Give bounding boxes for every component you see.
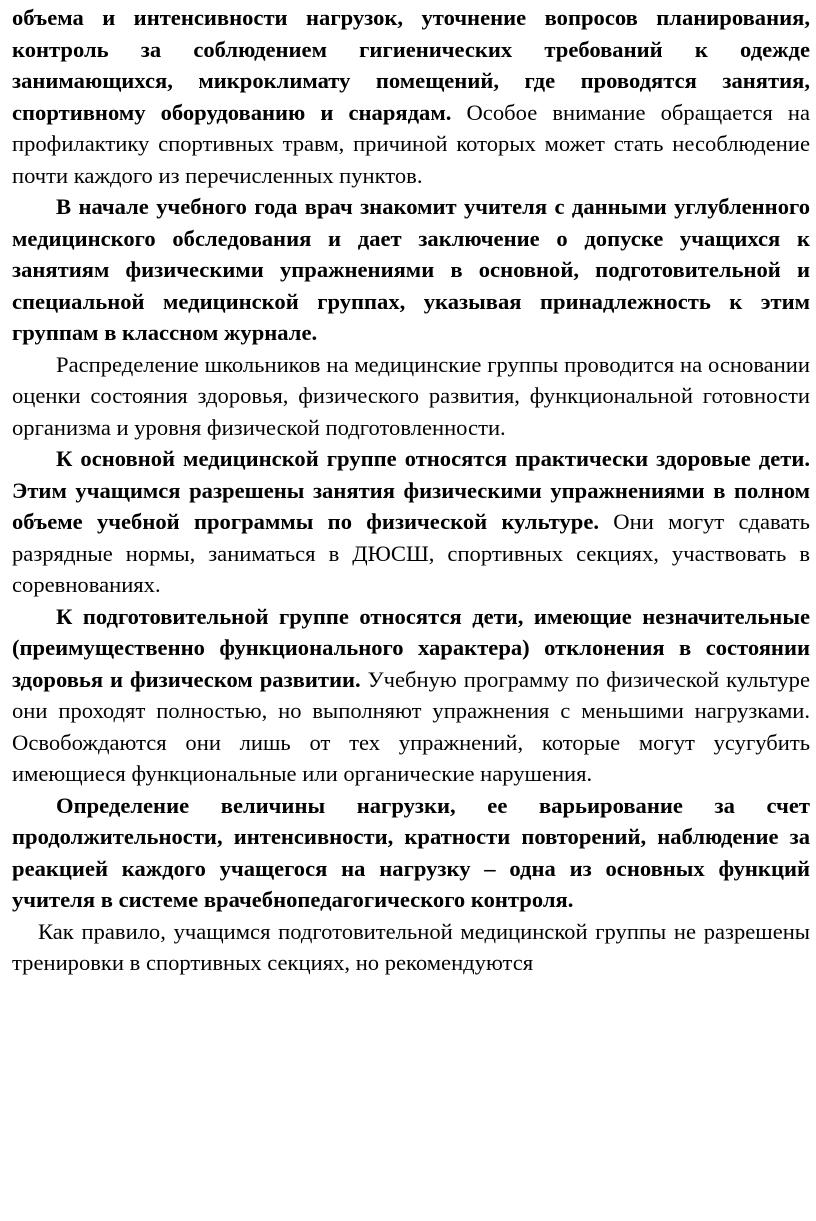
paragraph-3-text: Распределение школьников на медицинские группы проводится на основании оценки состояния здоровья, физического развития, функциональной готовности организма и уровня физической подготовленности.	[12, 351, 810, 440]
paragraph-4	[12, 443, 810, 601]
paragraph-6	[12, 790, 810, 916]
paragraph-7-text: Как правило, учащимся подготовительной медицинской группы не разрешены тренировки в спортивных секциях, но рекомендуются	[12, 918, 810, 975]
paragraph-1-text: Особое внимание обращается на профилактику спортивных травм, причиной которых может стать несоблюдение почти каждого из перечисленных пунктов.	[12, 99, 810, 188]
paragraph-2-bold: В начале учебного года врач знакомит учителя с данными углубленного медицинского обследования и дает заключение о допуске учащихся к занятиям физическими упражнениями в основной, подготовительной и специальной медицинской группах, указывая принадлежность к этим группам в классном журнале.	[12, 194, 810, 345]
paragraph-4-bold: К основной медицинской группе относятся практически здоровые дети. Этим учащимся разрешены занятия физическими упражнениями в полном объеме учебной программы по физической культуре.	[12, 446, 810, 534]
paragraph-4-text: Они могут сдавать разрядные нормы, заниматься в ДЮСШ, спортивных секциях, участвовать в соревнованиях.	[12, 509, 810, 597]
paragraph-7	[12, 916, 810, 979]
paragraph-6-bold: Определение величины нагрузки, ее варьирование за счет продолжительности, интенсивности, кратности повторений, наблюдение за реакцией каждого учащегося на нагрузку – одна из основных функций учителя в системе врачебнопедагогического контроля.	[12, 792, 810, 912]
paragraph-2	[12, 191, 810, 349]
paragraph-3	[12, 349, 810, 444]
paragraph-1-bold: объема и интенсивности нагрузок, уточнение вопросов планирования, контроль за соблюдением гигиенических требований к одежде занимающихся, микроклимату помещений, где проводятся занятия, спортивному оборудованию и снарядам.	[12, 5, 810, 125]
document-page	[12, 2, 810, 979]
paragraph-5	[12, 601, 810, 790]
paragraph-5-bold: К подготовительной группе относятся дети, имеющие незначительные (преимущественно функционального характера) отклонения в состоянии здоровья и физическом развитии.	[12, 603, 810, 692]
paragraph-1	[12, 2, 810, 191]
paragraph-5-text: Учебную программу по физической культуре они проходят полностью, но выполняют упражнения с меньшими нагрузками. Освобождаются они лишь от тех упражнений, которые могут усугубить имеющиеся функциональные или органические нарушения.	[12, 666, 810, 786]
